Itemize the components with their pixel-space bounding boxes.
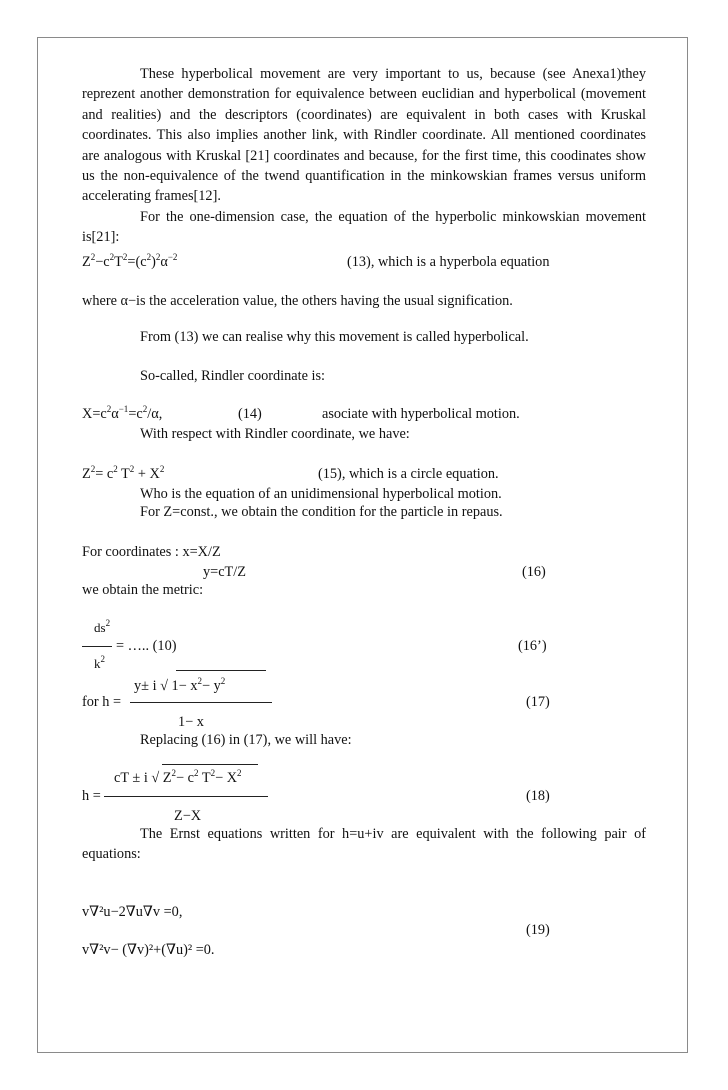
equation-15: $Z^2= c^2$ $T^2 + X^2$ [82, 464, 165, 482]
fraction-bar [82, 646, 112, 647]
paragraph-one-dimension: For the one-dimension case, the equation of the hyperbolic minkowskian movement is[21]: [82, 208, 646, 246]
who-text: Who is the equation of an unidimensional hyperbolical motion. [140, 486, 502, 502]
equation-13-comment: (13), which is a hyperbola equation [347, 254, 550, 270]
coordinate-y: y=cT/Z [203, 564, 246, 580]
from13-text: From (13) we can realise why this movement is called hyperbolical. [140, 329, 529, 345]
radical-overline [176, 670, 266, 671]
paragraph-intro [82, 64, 646, 248]
metric-text: we obtain the metric: [82, 582, 204, 598]
equation-19-line1: v∇²u−2∇u∇v =0, [82, 904, 183, 920]
fraction-bar [130, 702, 272, 703]
paragraph-ernst [82, 824, 646, 865]
equation-17-number: (17) [526, 694, 550, 710]
equation-19-line2: v∇²v− (∇v)²+(∇u)² =0. [82, 942, 215, 958]
fraction-bar [104, 796, 268, 797]
replacing-text: Replacing (16) in (17), we will have: [140, 732, 352, 748]
equation-19-number: (19) [526, 922, 550, 938]
equation-17-label: for h = [82, 694, 122, 710]
equation-16p-number: (16’) [518, 638, 547, 654]
equation-16-number: (16) [522, 564, 546, 580]
equation-14-number: (14) [238, 406, 262, 422]
equation-17-numerator: y± i √ $1- x^2- y^2$ [134, 676, 226, 694]
equation-16p-denominator: $k^2$ [94, 654, 105, 671]
radical-overline [162, 764, 258, 765]
respect-text: With respect with Rindler coordinate, we have: [140, 426, 410, 442]
paragraph-hyperbolical: These hyperbolical movement are very important to us, because (see Anexa1)they reprezent another demonstration for equivalence between euclidian and hyperbolical (movement and realities) and the descriptors (coordinates) are equivalent in both cases with Kruskal coordinates. This also implies another link, with Rindler coordinate. All mentioned coordinates are analogous with Kruskal [21] coordinates and because, for the first time, this coodinates show us the non-equivalence of the twend quantification in the minkowskian frames versus uniform accelerating frames[12]. [82, 66, 646, 205]
where-text: where α−is the acceleration value, the others having the usual signification. [82, 293, 513, 309]
equation-18-number: (18) [526, 788, 550, 804]
equation-16p-rest: = ….. (10) [116, 638, 177, 654]
forz-text: For Z=const., we obtain the condition for the particle in repaus. [140, 504, 503, 520]
equation-14-comment: asociate with hyperbolical motion. [322, 406, 520, 422]
equation-18-label: h = [82, 788, 101, 804]
ernst-text: The Ernst equations written for h=u+iv are equivalent with the following pair of equations: [82, 826, 646, 863]
equation-18-denominator: Z−X [174, 808, 202, 824]
socalled-text: So-called, Rindler coordinate is: [140, 368, 326, 384]
coordinates-label: For coordinates : x=X/Z [82, 544, 221, 560]
equation-16p-numerator: $ds^2$ [94, 618, 111, 635]
equation-14: $X=c^2\alpha^{-1}=c^2/\alpha$, [82, 404, 163, 422]
equation-17-denominator: 1− x [178, 714, 204, 730]
equation-15-comment: (15), which is a circle equation. [318, 466, 499, 482]
equation-13: $Z^2-c^2T^2=(c^2)^2\alpha^{-2}$ [82, 252, 178, 270]
equation-18-numerator: cT ± i √ $Z^2- c^2$ $T^2- X^2$ [114, 768, 242, 786]
